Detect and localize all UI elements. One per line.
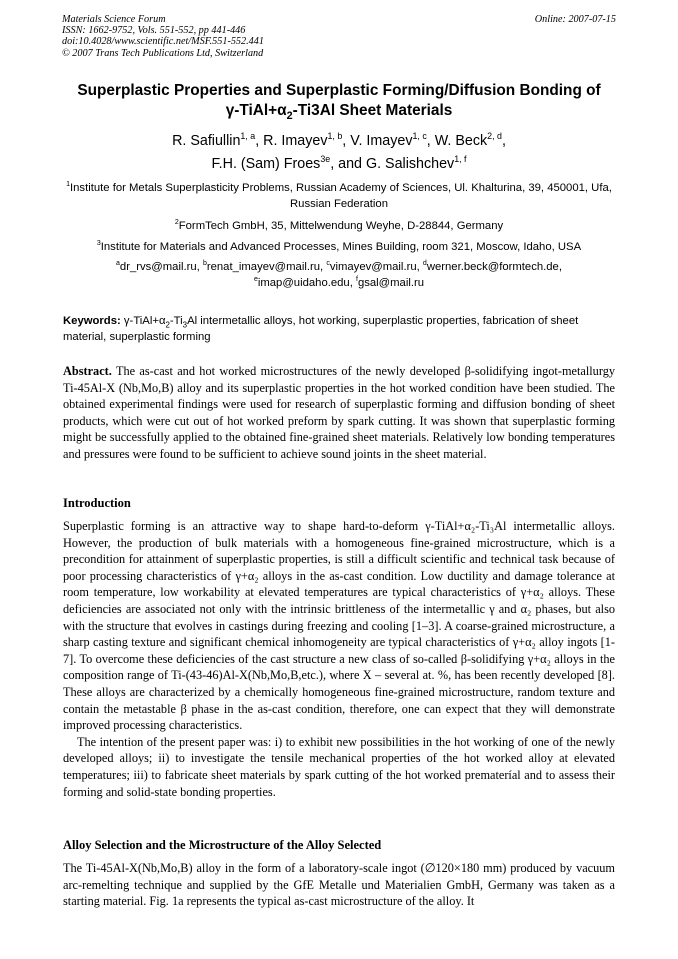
author: F.H. (Sam) Froes$^{3e}$, and bbox=[211, 154, 366, 172]
copyright-line: © 2007 Trans Tech Publications Ltd, Switzerland bbox=[62, 47, 264, 59]
paragraph: The intention of the present paper was: i) to exhibit new possibilities in the hot working of one of the newly developed alloys; ii) to investigate the tensile mechanical properties of the hot worked alloy at elevated temperatures; iii) to fabricate sheet materials by spark cutting of the hot worked premateríal and to assess their forming and solid-state bonding properties. bbox=[63, 734, 615, 799]
email: $^e$imap@uidaho.edu bbox=[253, 275, 350, 289]
paper-title bbox=[50, 81, 628, 121]
email: $^d$werner.beck@formtech.de bbox=[422, 260, 559, 273]
author-line-1 bbox=[40, 130, 638, 153]
affiliation-2: $^2$FormTech GmbH, 35, Mittelwendung Weyhe, D-28844, Germany bbox=[174, 219, 504, 232]
affiliation-3: $^3$Institute for Materials and Advanced Processes, Mines Building, room 321, Moscow, Idaho, USA bbox=[96, 240, 582, 253]
paragraph: Superplastic forming is an attractive way to shape hard-to-deform γ-TiAl+α₂-Ti₃Al intermetallic alloys. However, the production of bulk materials with a homogeneous fine-grained microstructure, which is a precondition for attainment of superplastic properties, is still a difficult scientific and technical task because of poor processing characteristics of γ+α₂ alloys in the as-cast condition. Low ductility and damage tolerance at room temperature, low workability at elevated temperatures are typical characteristics of γ+α₂ alloys. These deficiencies are associated not only with the intrinsic brittleness of the intermetallic γ and α₂ phases, but also with the structure that evolves in castings during freezing and cooling [1–3]. A coarse-grained microstructure, a sharp casting texture and significant chemical inhomogeneity are typical characteristics of γ+α₂ alloy ingots [1-7]. To overcome these deficiencies of the cast structure a new class of so-called β-solidifying γ+α₂ alloys in the composition range of Ti-(43-46)Al-X(Nb,Mo,B,etc.), where X – several at. %, has been recently developed [8]. These alloys are characterized by a chemically homogeneous fine-grained microstructure, random texture and contain the metastable β phase in the as-cast condition, therefore, one can expect that they will demonstrate improved processing characteristics. bbox=[63, 519, 615, 733]
keywords-label: Keywords: bbox=[63, 315, 121, 327]
author: V. Imayev$^{1, c}$, bbox=[350, 131, 435, 149]
online-date: Online: 2007-07-15 bbox=[534, 14, 616, 25]
abstract bbox=[63, 363, 615, 463]
title-line-2: $\gamma-TiAl+\alpha_2-Ti3Al$ Sheet Materials bbox=[225, 102, 453, 123]
introduction-body bbox=[63, 518, 615, 800]
section-heading-alloy-selection: Alloy Selection and the Microstructure of the Alloy Selected bbox=[63, 838, 382, 852]
author: R. Safiullin$^{1, a}$, bbox=[172, 131, 264, 149]
journal-name: Materials Science Forum bbox=[62, 14, 166, 25]
author: R. Imayev$^{1, b}$, bbox=[263, 131, 351, 149]
keywords: Keywords: $\gamma-TiAl+\alpha_2-Ti_3Al$ intermetallic alloys, hot working, superplastic properties, fabrication of sheet material, superplastic forming bbox=[63, 315, 579, 343]
alloy-section-body bbox=[63, 860, 615, 910]
author-list bbox=[40, 130, 638, 176]
email: $^f$gsal@mail.ru bbox=[356, 275, 425, 289]
paragraph: The Ti-45Al-X(Nb,Mo,B) alloy in the form of a laboratory-scale ingot (∅120×180 mm) produced by vacuum arc-remelting technique and supplied by the GfE Metalle und Materialien GmbH, Germany was taken as a starting material. Fig. 1a represents the typical as-cast microstructure of the alloy. It bbox=[63, 861, 615, 909]
email: $^c$vimayev@mail.ru bbox=[326, 260, 417, 273]
author: G. Salishchev$^{1, f}$ bbox=[365, 154, 467, 172]
email-list: $^a$dr_rvs@mail.ru, $^b$renat_imayev@mail.ru, $^c$vimayev@mail.ru, $^d$werner.beck@formtech.de, $^e$imap@uidaho.edu, $^f$gsal@mail.ru bbox=[116, 260, 562, 289]
doi-line: doi:10.4028/www.scientific.net/MSF.551-552.441 bbox=[62, 36, 264, 48]
title-line-1: Superplastic Properties and Superplastic Forming/Diffusion Bonding of bbox=[77, 82, 601, 99]
affiliation-1: $^1$Institute for Metals Superplasticity Problems, Russian Academy of Sciences, Ul. Khalturina, 39, 450001, Ufa, Russian Federation bbox=[66, 181, 612, 210]
author-line-2 bbox=[40, 153, 638, 176]
author: W. Beck$^{2, d}$, bbox=[434, 131, 506, 149]
abstract-label: Abstract. bbox=[63, 364, 112, 378]
journal-header bbox=[62, 14, 618, 59]
issn-line: ISSN: 1662-9752, Vols. 551-552, pp 441-446 bbox=[62, 25, 246, 37]
section-heading-introduction: Introduction bbox=[63, 496, 131, 510]
email: $^b$renat_imayev@mail.ru bbox=[202, 260, 321, 273]
email: $^a$dr_rvs@mail.ru bbox=[116, 260, 197, 273]
abstract-text: The as-cast and hot worked microstructures of the newly developed β-solidifying ingot-metallurgy Ti-45Al-X (Nb,Mo,B) alloy and its superplastic properties in the hot worked condition have been studied. The obtained experimental findings were used for research of superplastic forming and diffusion bonding of sheet products, which were cut out of hot worked preform by spark cutting. It was shown that superplastic forming might be successfully applied to the obtained fine-grained sheet materials. Relatively low bonding temperatures and pressures were found to be sufficient to achieve sound joints in the sheet material. bbox=[63, 364, 615, 461]
